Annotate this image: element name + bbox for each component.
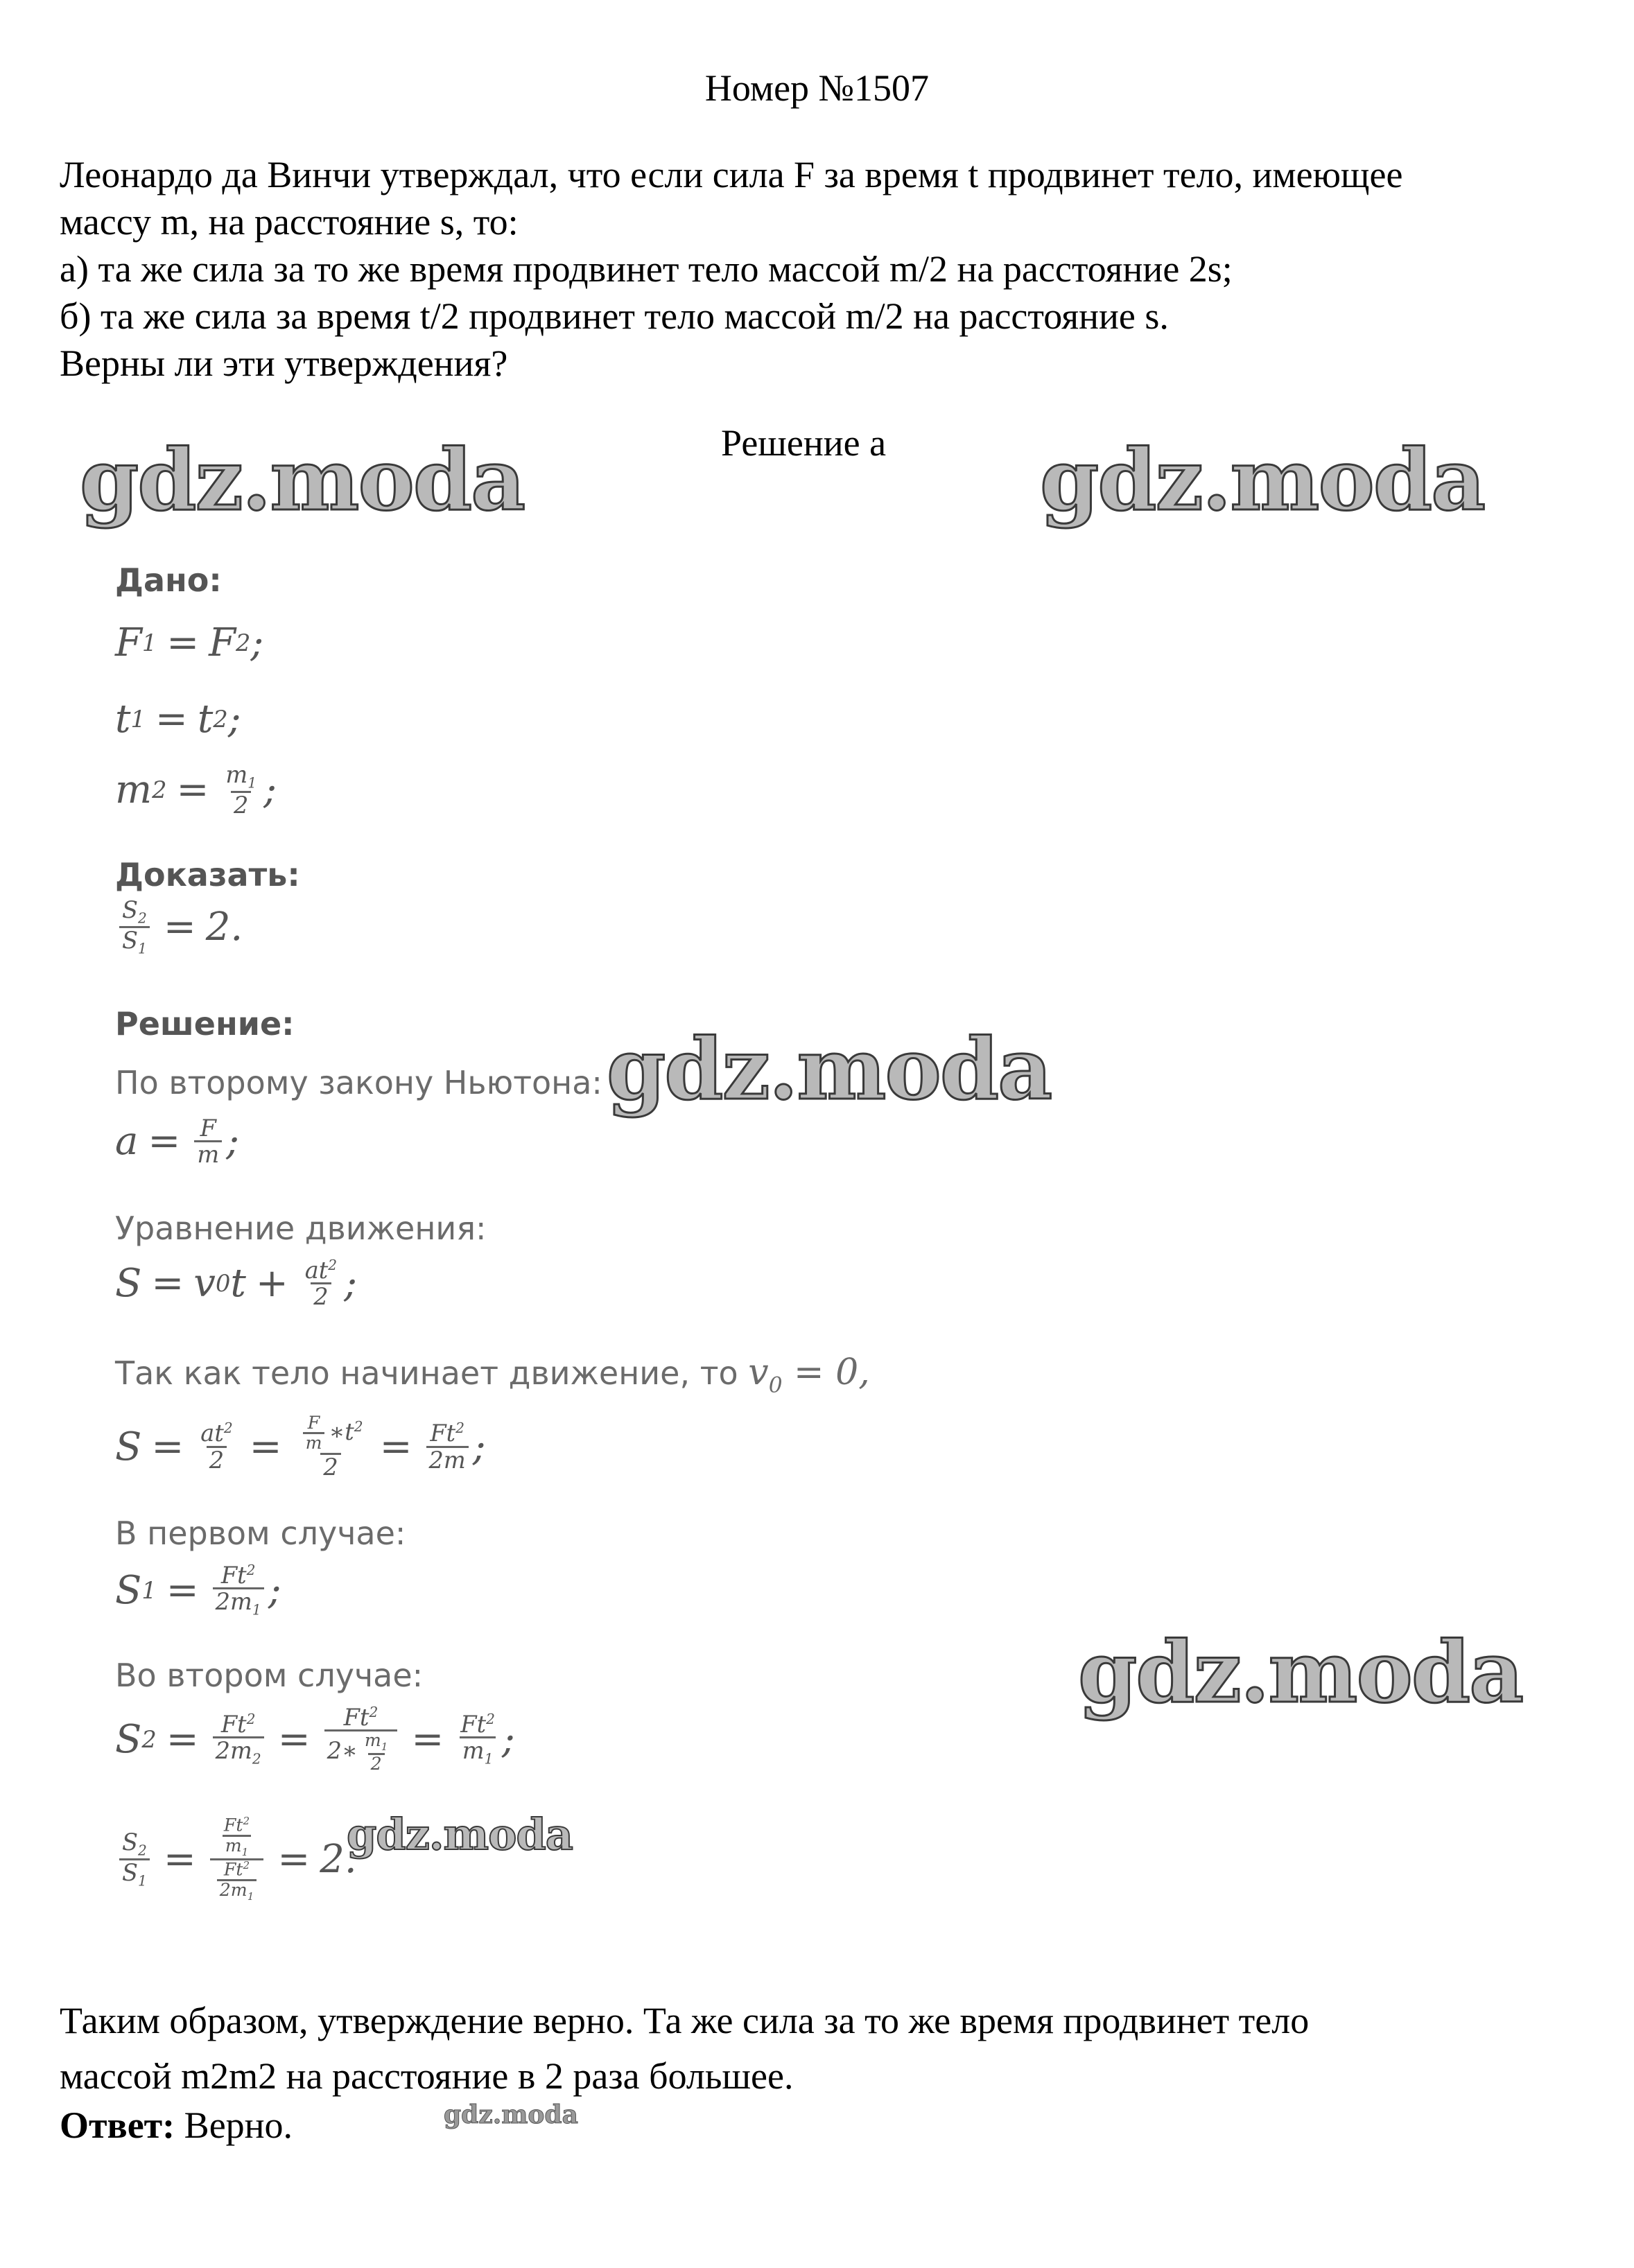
formula-second-case: S 2 = $\frac{Ft^2}{2m_2}$ = Ft$^2$ 2∗ $\frac{m_1}{2}$ = $\frac{Ft^2}{m_1}$ ; — [115, 1704, 515, 1774]
motion-text: Уравнение движения: — [115, 1210, 487, 1247]
watermark-logo: gdz.moda — [80, 430, 525, 530]
formula-acceleration: a = $\frac{F}{m}$ ; — [115, 1115, 240, 1169]
problem-line: Леонардо да Винчи утверждал, что если сила F за время t продвинет тело, имеющее — [60, 154, 1403, 195]
given-label: Дано: — [115, 561, 222, 599]
conclusion-line: Таким образом, утверждение верно. Та же сила за то же время продвинет тело — [60, 2000, 1310, 2041]
formula-prove: $\frac{S_2}{S_1}$ = 2. — [115, 898, 243, 957]
solution-label: Решение: — [115, 1005, 295, 1043]
answer-value: Верно. — [184, 2104, 293, 2146]
watermark-logo: gdz.moda — [607, 1019, 1052, 1119]
prove-label: Доказать: — [115, 856, 300, 893]
problem-statement — [60, 151, 1599, 387]
formula-first-case: S 1 = $\frac{Ft^2}{2m_1}$ ; — [115, 1562, 281, 1619]
formula-motion: S = v 0 t + $\frac{at^2}{2}$ ; — [115, 1257, 357, 1311]
answer-label: Ответ: — [60, 2104, 175, 2146]
formula-given-mass: m 2 = $\frac{m_1}{2}$ ; — [115, 761, 277, 819]
answer — [60, 2104, 293, 2147]
second-case-text: Во втором случае: — [115, 1657, 424, 1694]
formula-distance: S = $\frac{at^2}{2}$ = $\frac{F}{m}$ $∗t^2$ 2 = $\frac{Ft^2}{2m}$ ; — [115, 1413, 486, 1481]
conclusion — [60, 1993, 1309, 2104]
formula-ratio: $\frac{S_2}{S_1}$ = $\frac{\frac{Ft^2}{m_1}}{\frac{Ft^2}{2m_1}}$ = 2. — [115, 1816, 357, 1903]
problem-line: Верны ли эти утверждения? — [60, 342, 508, 384]
start-text: Так как тело начинает движение, то $v_0 = 0$, — [115, 1352, 870, 1398]
problem-line: б) та же сила за время t/2 продвинет тело массой m/2 на расстояние s. — [60, 295, 1169, 337]
first-case-text: В первом случае: — [115, 1515, 406, 1552]
problem-line: а) та же сила за то же время продвинет тело массой m/2 на расстояние 2s; — [60, 248, 1233, 290]
watermark-logo: gdz.moda — [444, 2100, 578, 2129]
newton-text: По второму закону Ньютона: — [115, 1064, 602, 1101]
page-title: Номер №1507 — [704, 67, 930, 109]
watermark-logo: gdz.moda — [1078, 1622, 1523, 1722]
watermark-logo: gdz.moda — [347, 1809, 573, 1860]
problem-line: массу m, на расстояние s, то: — [60, 201, 519, 243]
formula-given-force: F 1 = F 2 ; — [115, 620, 264, 665]
formula-given-time: t 1 = t 2 ; — [115, 697, 241, 742]
solution-title: Решение а — [721, 422, 887, 464]
watermark-logo: gdz.moda — [1040, 430, 1485, 530]
conclusion-line: массой m2m2 на расстояние в 2 раза большее. — [60, 2055, 794, 2097]
